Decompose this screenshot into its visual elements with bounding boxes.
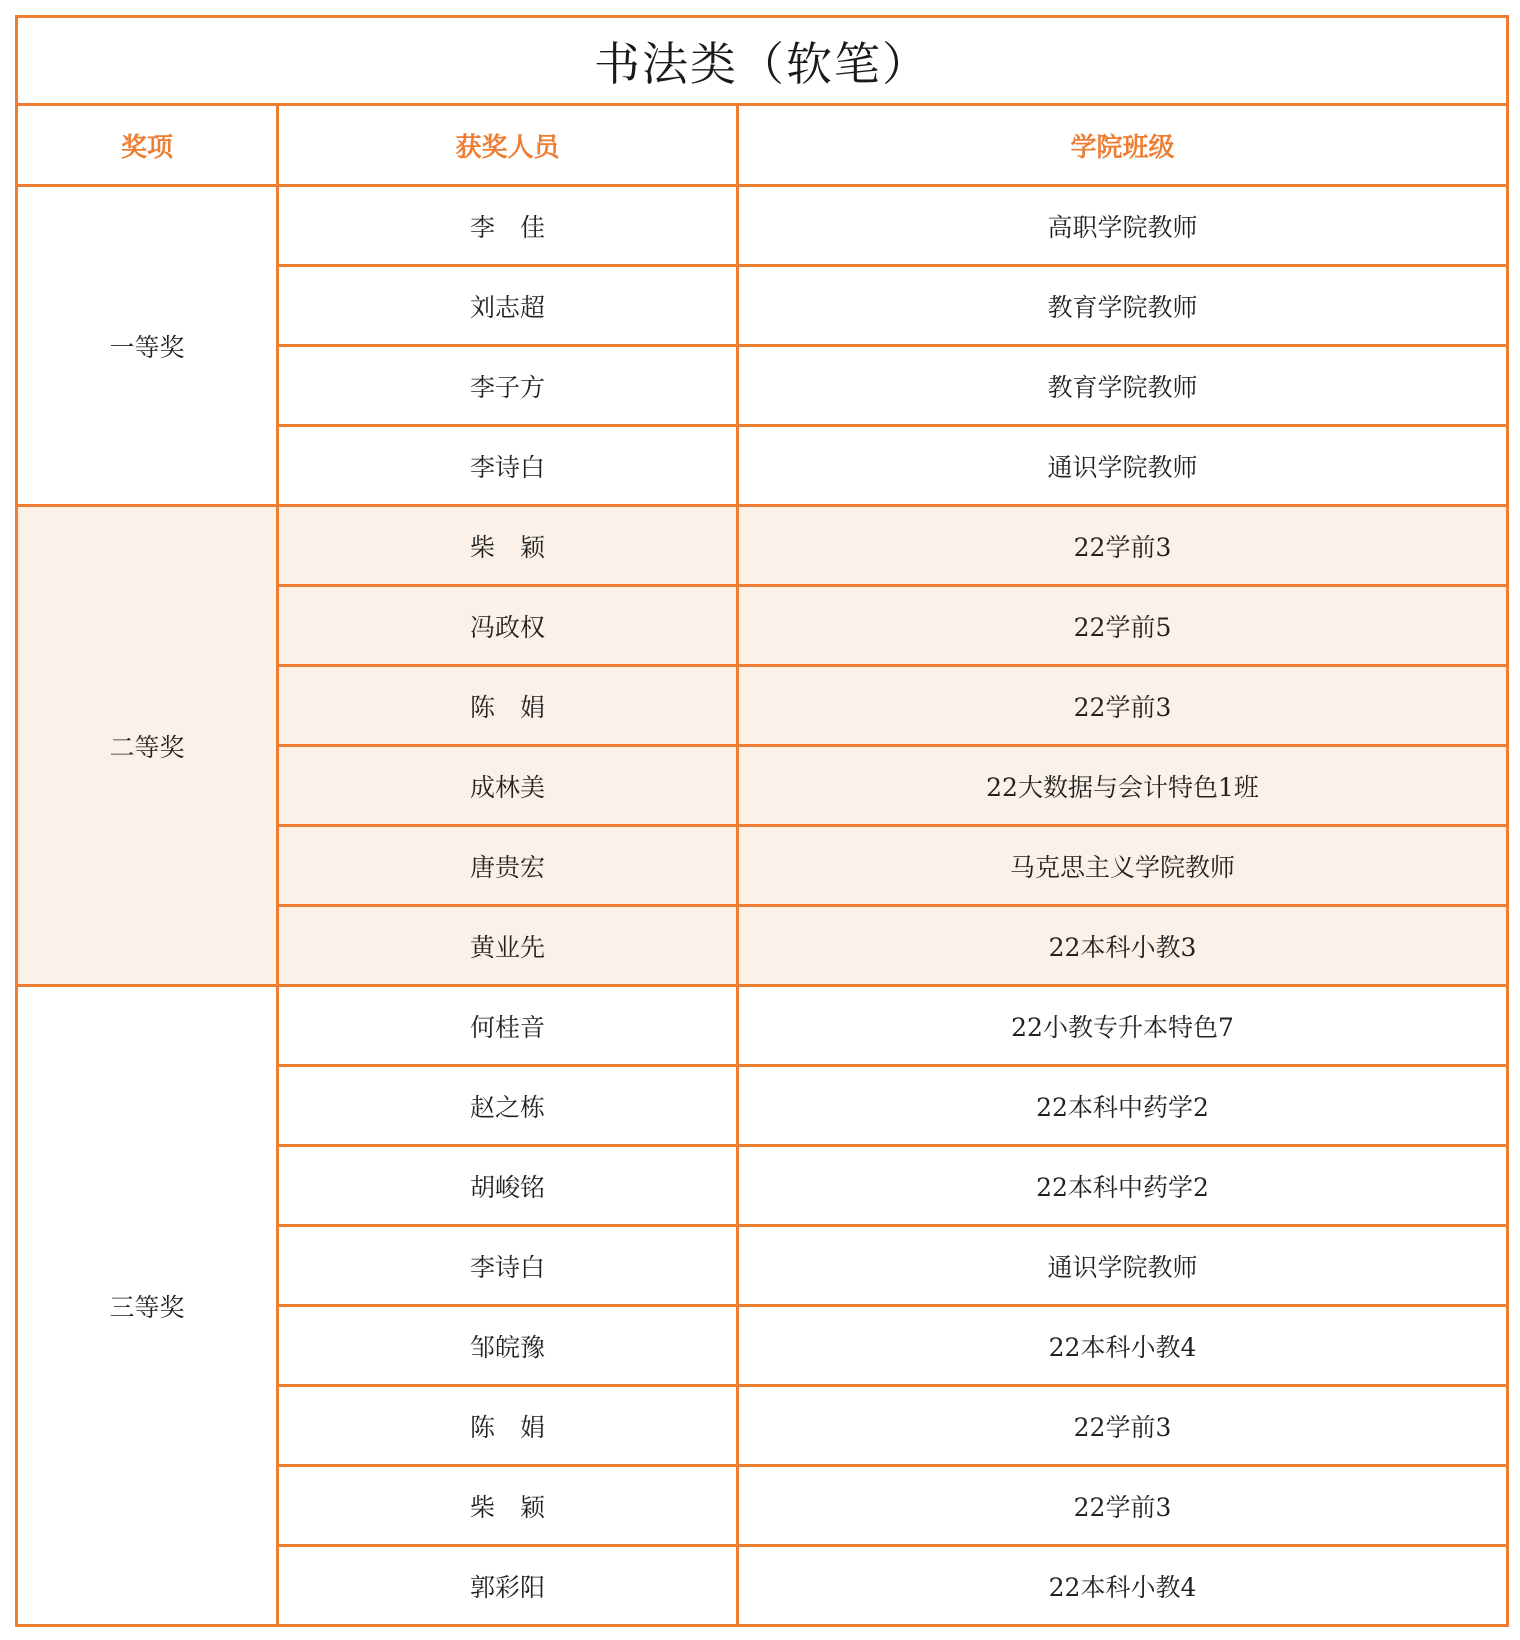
winner-class: 22大数据与会计特色1班 [738,746,1508,826]
winner-name: 黄业先 [278,906,738,986]
winner-class: 22本科中药学2 [738,1066,1508,1146]
winner-class: 教育学院教师 [738,266,1508,346]
winner-name: 陈 娟 [278,1386,738,1466]
winner-class: 22小教专升本特色7 [738,986,1508,1066]
header-row [17,105,1508,186]
winner-class: 22本科小教4 [738,1546,1508,1626]
table-row [17,986,1508,1066]
winner-name: 李诗白 [278,426,738,506]
table-row [17,186,1508,266]
winner-name: 郭彩阳 [278,1546,738,1626]
page-title: 书法类（软笔） [17,17,1508,105]
awards-sheet [15,15,1506,1627]
winner-class: 通识学院教师 [738,426,1508,506]
award-tier-third: 三等奖 [17,986,278,1626]
winner-class: 通识学院教师 [738,1226,1508,1306]
winner-class: 22本科小教4 [738,1306,1508,1386]
winner-name: 李诗白 [278,1226,738,1306]
winner-class: 22学前3 [738,1386,1508,1466]
winner-name: 冯政权 [278,586,738,666]
winner-class: 22本科小教3 [738,906,1508,986]
winner-name: 李 佳 [278,186,738,266]
column-header-award: 奖项 [17,105,278,186]
winner-name: 柴 颖 [278,506,738,586]
winner-name: 陈 娟 [278,666,738,746]
winner-class: 22学前3 [738,1466,1508,1546]
winner-class: 教育学院教师 [738,346,1508,426]
winner-name: 胡峻铭 [278,1146,738,1226]
winner-class: 高职学院教师 [738,186,1508,266]
winner-name: 李子方 [278,346,738,426]
winner-name: 柴 颖 [278,1466,738,1546]
award-tier-second: 二等奖 [17,506,278,986]
winner-name: 赵之栋 [278,1066,738,1146]
winner-name: 邹皖豫 [278,1306,738,1386]
winner-name: 成林美 [278,746,738,826]
winner-class: 22本科中药学2 [738,1146,1508,1226]
winner-class: 22学前5 [738,586,1508,666]
winner-name: 何桂音 [278,986,738,1066]
winner-class: 22学前3 [738,666,1508,746]
title-row [17,17,1508,105]
column-header-class: 学院班级 [738,105,1508,186]
awards-table [15,15,1509,1627]
column-header-winner: 获奖人员 [278,105,738,186]
winner-name: 唐贵宏 [278,826,738,906]
winner-name: 刘志超 [278,266,738,346]
table-row [17,506,1508,586]
winner-class: 马克思主义学院教师 [738,826,1508,906]
winner-class: 22学前3 [738,506,1508,586]
award-tier-first: 一等奖 [17,186,278,506]
